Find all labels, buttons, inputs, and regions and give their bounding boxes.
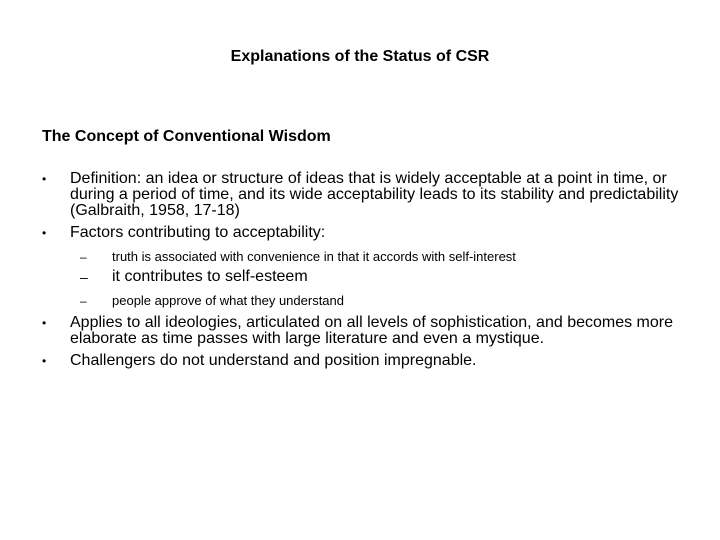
- sub-list-item: [42, 293, 692, 309]
- list-item: [42, 171, 692, 219]
- list-item: [42, 225, 692, 241]
- sub-list-item-text: truth is associated with convenience in that it accords with self-interest: [112, 249, 516, 264]
- dash-icon: –: [80, 250, 87, 264]
- sub-list-item: [42, 269, 692, 285]
- slide-title: Explanations of the Status of CSR: [230, 48, 490, 65]
- bullet-icon: •: [42, 172, 47, 186]
- dash-icon: –: [80, 269, 88, 285]
- sub-bullet-list: [42, 249, 692, 309]
- list-item-text: Applies to all ideologies, articulated on all levels of sophistication, and becomes more elaborate as time passes with large literature and even a mystique.: [70, 314, 674, 347]
- sub-list-item-text: it contributes to self-esteem: [112, 268, 308, 285]
- sub-list-item: [42, 249, 692, 265]
- list-item: [42, 315, 692, 347]
- bullet-icon: •: [42, 354, 47, 368]
- dash-icon: –: [80, 294, 87, 308]
- list-item-text: Challengers do not understand and position impregnable.: [70, 352, 477, 369]
- list-item: [42, 353, 692, 369]
- sub-list-item-text: people approve of what they understand: [112, 293, 345, 308]
- list-item-text: Factors contributing to acceptability:: [70, 224, 326, 241]
- sublist-container: [42, 249, 692, 309]
- bullet-icon: •: [42, 226, 47, 240]
- bullet-list: [42, 171, 692, 375]
- list-item-text: Definition: an idea or structure of ideas that is widely acceptable at a point in time, or during a period of time, and its wide acceptability leads to its stability and predictability (Galbraith, 1958, 17-18): [70, 170, 679, 219]
- bullet-icon: •: [42, 316, 47, 330]
- section-heading: The Concept of Conventional Wisdom: [42, 128, 331, 145]
